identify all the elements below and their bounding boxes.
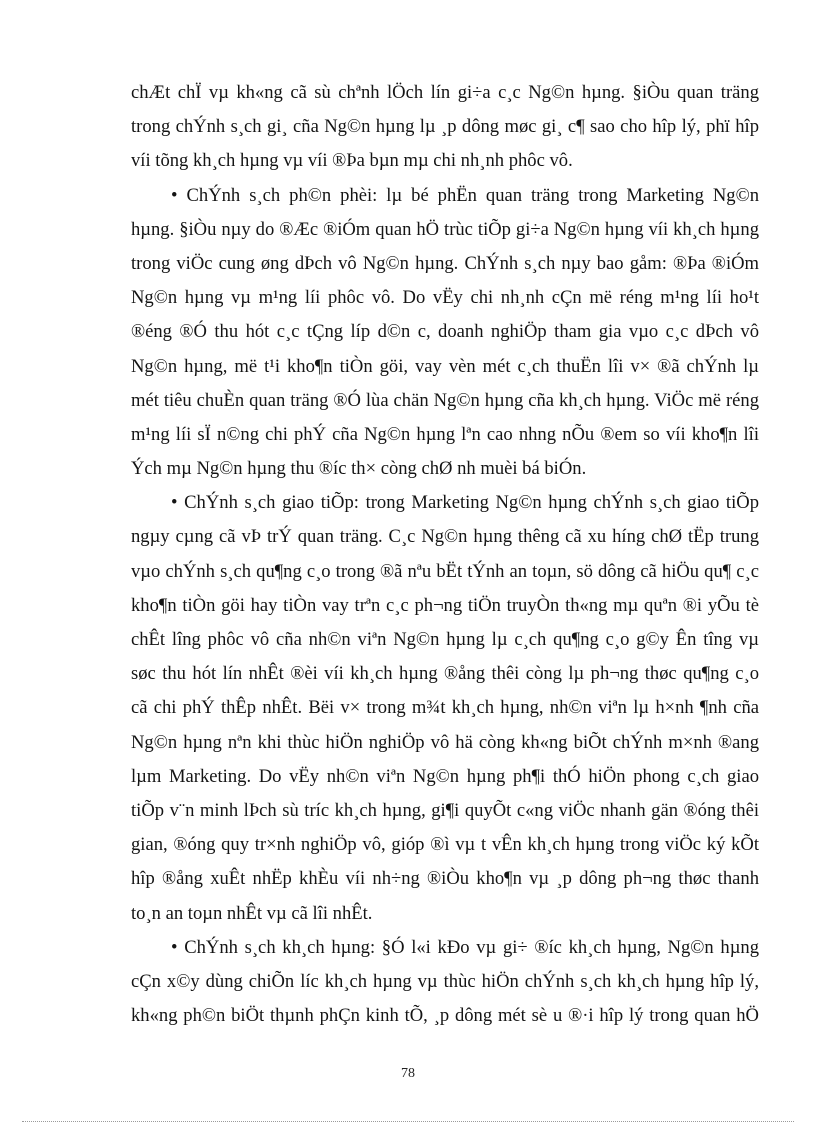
- text-line: gian, ®óng quy tr×nh nghiÖp vô, gióp ®ì vµ t vÊn kh¸ch hµng trong viÖc ký kÕt: [131, 834, 759, 856]
- text-line: Ng©n hµng vµ m¹ng líi phôc vô. Do vËy chi nh¸nh cÇn më réng m¹ng líi ho¹t: [131, 287, 759, 309]
- bullet-icon: •: [171, 184, 187, 206]
- paragraph-distribution-policy: [131, 179, 759, 487]
- text-line: ®éng ®Ó thu hót c¸c tÇng líp d©n c, doanh nghiÖp tham gia vµo c¸c dÞch vô: [131, 321, 759, 343]
- text-line: Ng©n hµng nªn khi thùc hiÖn nghiÖp vô hä còng kh«ng biÕt chÝnh m×nh ®ang: [131, 731, 759, 753]
- text-line: mét tiêu chuÈn quan träng ®Ó lùa chän Ng©n hµng cña kh¸ch hµng. ViÖc më réng: [131, 389, 759, 411]
- paragraph-pricing-continued: [131, 76, 759, 179]
- text-line: to¸n an toµn nhÊt vµ cã lîi nhÊt.: [131, 902, 373, 924]
- bullet-icon: •: [171, 492, 185, 514]
- text-line: kh«ng ph©n biÖt thµnh phÇn kinh tÕ, ¸p dông mét sè u ®·i hîp lý trong quan hÖ: [131, 1005, 759, 1027]
- paragraph-communication-policy: [131, 486, 759, 930]
- text-line: ngµy cµng cã vÞ trÝ quan träng. C¸c Ng©n hµng thêng cã xu híng chØ tËp trung: [131, 526, 759, 548]
- text-line: • ChÝnh s¸ch giao tiÕp: trong Marketing Ng©n hµng chÝnh s¸ch giao tiÕp: [171, 492, 759, 514]
- text-line: søc thu hót lín nhÊt ®èi víi kh¸ch hµng ®ång thêi còng lµ ph¬ng thøc qu¶ng c¸o: [131, 663, 759, 685]
- body-text: [131, 76, 759, 1033]
- text-line: víi tõng kh¸ch hµng vµ víi ®Þa bµn mµ chi nh¸nh phôc vô.: [131, 150, 573, 172]
- text-line: vµo chÝnh s¸ch qu¶ng c¸o trong ®ã nªu bËt tÝnh an toµn, sö dông cã hiÖu qu¶ c¸c: [131, 560, 759, 582]
- page-bottom-divider: [22, 1121, 794, 1122]
- text-line: kho¶n tiÒn göi hay tiÒn vay trªn c¸c ph¬ng tiÖn truyÒn th«ng mµ quªn ®i yÕu tè: [131, 594, 759, 616]
- page-number: 78: [401, 1066, 415, 1081]
- text-line: • ChÝnh s¸ch kh¸ch hµng: §Ó l«i kÐo vµ gi÷ ®íc kh¸ch hµng, Ng©n hµng: [171, 936, 759, 958]
- text-line: tiÕp v¨n minh lÞch sù tríc kh¸ch hµng, gi¶i quyÕt c«ng viÖc nhanh gän ®óng thêi: [131, 799, 759, 821]
- text-line: m¹ng líi sÏ n©ng chi phÝ cña Ng©n hµng lªn cao nhng nÕu ®em so víi kho¶n lîi: [131, 423, 759, 445]
- text-line: hµng. §iÒu nµy do ®Æc ®iÓm quan hÖ trùc tiÕp gi÷a Ng©n hµng víi kh¸ch hµng: [131, 218, 759, 240]
- text-line: Ých mµ Ng©n hµng thu ®íc th× còng chØ nh muèi bá biÓn.: [131, 458, 587, 480]
- text-line: trong viÖc cung øng dÞch vô Ng©n hµng. ChÝnh s¸ch nµy bao gåm: ®Þa ®iÓm: [131, 252, 759, 274]
- bullet-icon: •: [171, 936, 185, 958]
- text-line: Ng©n hµng, më t¹i kho¶n tiÒn göi, vay vèn mét c¸ch thuËn lîi v× ®ã chÝnh lµ: [131, 355, 759, 377]
- text-line: cÇn x©y dùng chiÕn líc kh¸ch hµng vµ thùc hiÖn chÝnh s¸ch kh¸ch hµng hîp lý,: [131, 970, 759, 992]
- text-line: • ChÝnh s¸ch ph©n phèi: lµ bé phËn quan träng trong Marketing Ng©n: [171, 184, 759, 206]
- text-line: trong chÝnh s¸ch gi¸ cña Ng©n hµng lµ ¸p dông møc gi¸ c¶ sao cho hîp lý, phï hîp: [131, 116, 759, 138]
- paragraph-customer-policy: [131, 931, 759, 1034]
- text-line: lµm Marketing. Do vËy nh©n viªn Ng©n hµng ph¶i thÓ hiÖn phong c¸ch giao: [131, 765, 759, 787]
- text-line: hîp ®ång xuÊt nhËp khÈu víi nh÷ng ®iÒu kho¶n vµ ¸p dông ph¬ng thøc thanh: [131, 868, 759, 890]
- text-line: cã chi phÝ thÊp nhÊt. Bëi v× trong m¾t kh¸ch hµng, nh©n viªn lµ h×nh ¶nh cña: [131, 697, 759, 719]
- text-line: chÆt chÏ vµ kh«ng cã sù chªnh lÖch lín gi÷a c¸c Ng©n hµng. §iÒu quan träng: [131, 82, 759, 103]
- text-line: chÊt lîng phôc vô cña nh©n viªn Ng©n hµng lµ c¸ch qu¶ng c¸o g©y Ên tîng vµ: [131, 629, 759, 650]
